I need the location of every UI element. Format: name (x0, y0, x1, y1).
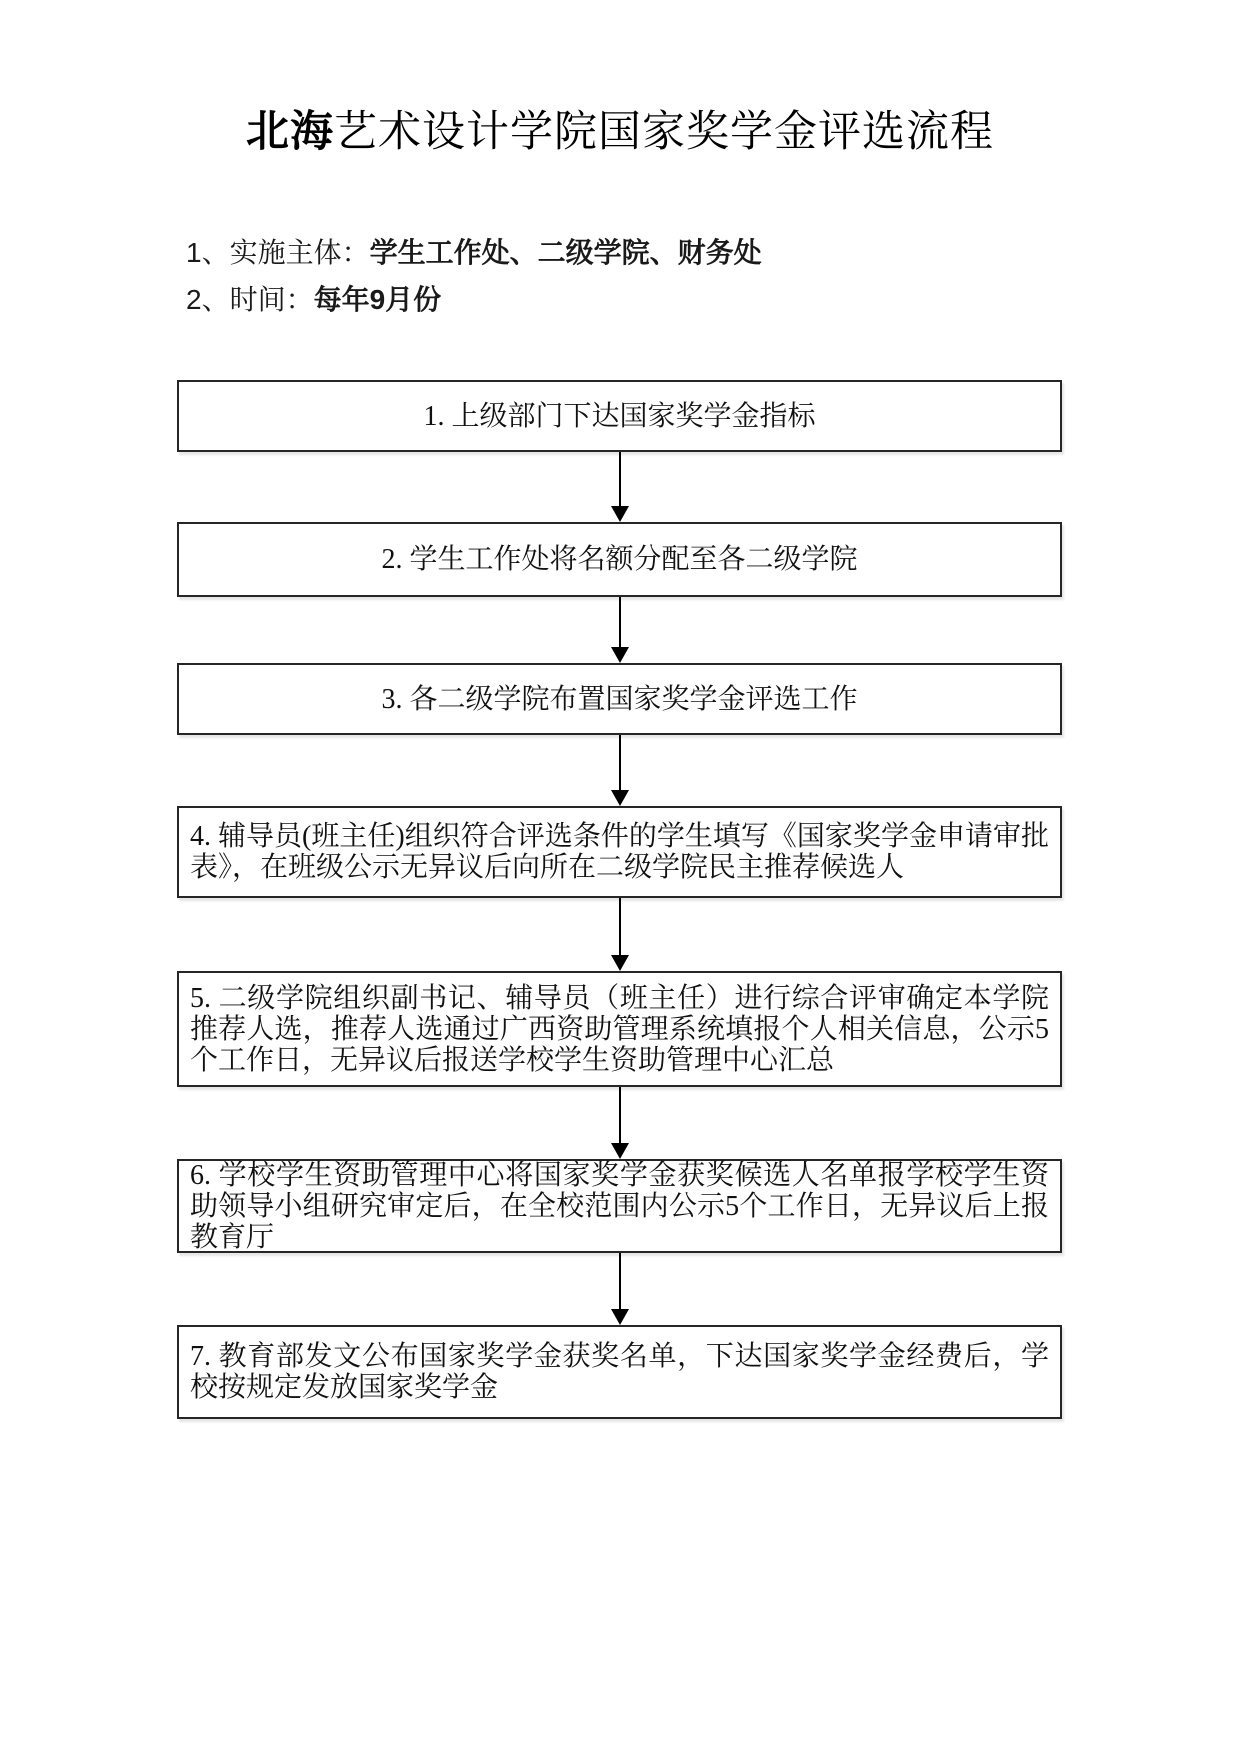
arrow-down-icon (611, 955, 629, 971)
flow-connector-6 (611, 1253, 629, 1325)
page-title-rest: 艺术设计学院国家奖学金评选流程 (334, 108, 994, 156)
flow-step-5 (177, 971, 1062, 1087)
arrow-line (619, 452, 621, 508)
info-line-implementer-label: 1、实施主体： (186, 237, 370, 268)
arrow-line (619, 735, 621, 792)
page-title (0, 108, 1240, 157)
arrow-line (619, 1087, 621, 1145)
flow-connector-4 (611, 898, 629, 971)
flow-step-4 (177, 806, 1062, 898)
arrow-down-icon (611, 790, 629, 806)
arrow-line (619, 1253, 621, 1311)
arrow-down-icon (611, 1143, 629, 1159)
page-title-strong: 北海 (246, 108, 334, 156)
flow-step-3-text: 3. 各二级学院布置国家奖学金评选工作 (381, 683, 858, 715)
arrow-down-icon (611, 1309, 629, 1325)
arrow-line (619, 898, 621, 957)
flow-connector-1 (611, 452, 629, 522)
flow-step-1-text: 1. 上级部门下达国家奖学金指标 (423, 400, 816, 432)
flow-step-6-text: 6. 学校学生资助管理中心将国家奖学金获奖候选人名单报学校学生资助领导小组研究审定后，在全校范围内公示5个工作日，无异议后上报教育厅 (190, 1159, 1049, 1253)
flow-connector-5 (611, 1087, 629, 1159)
info-line-implementer (186, 236, 762, 270)
flow-step-7-text: 7. 教育部发文公布国家奖学金获奖名单，下达国家奖学金经费后，学校按规定发放国家奖学金 (190, 1341, 1049, 1403)
flow-step-6 (177, 1159, 1062, 1253)
flow-step-2-text: 2. 学生工作处将名额分配至各二级学院 (381, 544, 858, 575)
arrow-line (619, 597, 621, 649)
info-line-implementer-value: 学生工作处、二级学院、财务处 (369, 237, 762, 268)
info-line-time (186, 283, 441, 317)
arrow-down-icon (611, 506, 629, 522)
info-line-time-value: 每年9月份 (313, 284, 442, 315)
flow-step-4-text: 4. 辅导员(班主任)组织符合评选条件的学生填写《国家奖学金申请审批表》，在班级公示无异议后向所在二级学院民主推荐候选人 (190, 821, 1049, 883)
flow-step-3 (177, 663, 1062, 735)
flow-connector-3 (611, 735, 629, 806)
flow-connector-2 (611, 597, 629, 663)
arrow-down-icon (611, 647, 629, 663)
flow-step-5-text: 5. 二级学院组织副书记、辅导员（班主任）进行综合评审确定本学院推荐人选，推荐人选通过广西资助管理系统填报个人相关信息，公示5个工作日，无异议后报送学校学生资助管理中心汇总 (190, 982, 1049, 1076)
flow-step-7 (177, 1325, 1062, 1419)
info-line-time-label: 2、时间： (186, 284, 314, 315)
flow-step-1 (177, 380, 1062, 452)
flow-step-2 (177, 522, 1062, 597)
